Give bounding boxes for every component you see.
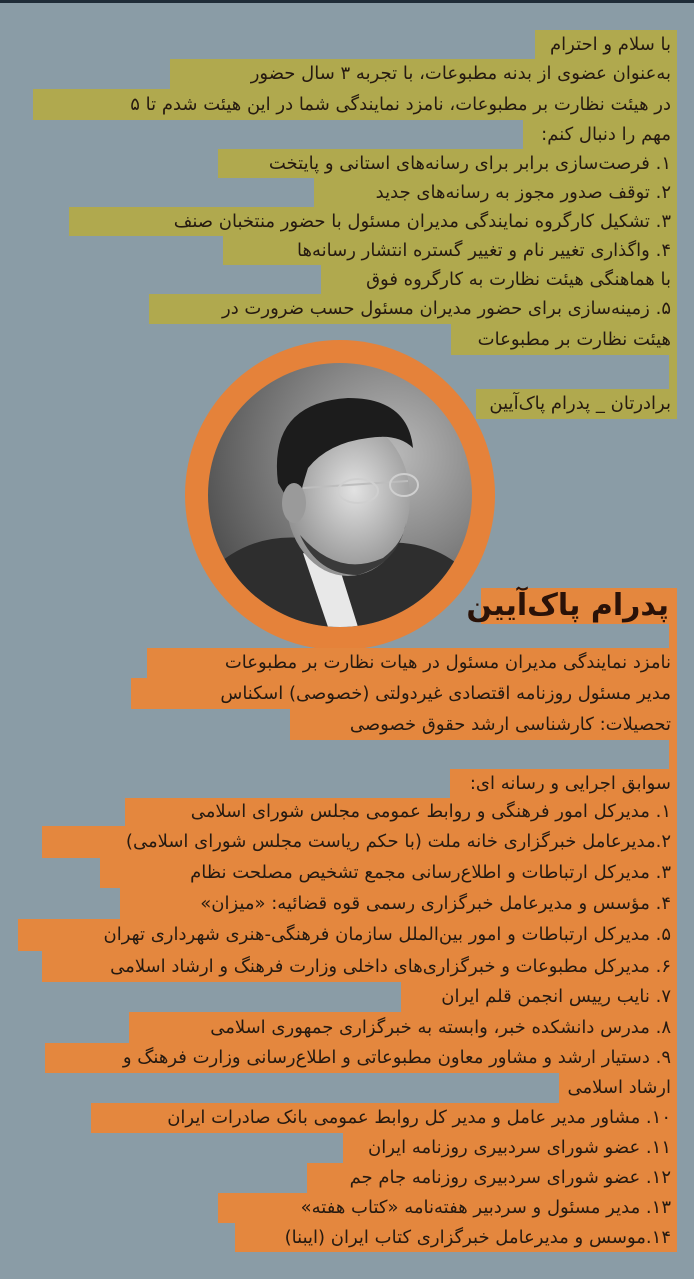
letter-goal-item: ۵. زمینه‌سازی برای حضور مدیران مسئول حسب ضرورت در bbox=[149, 294, 677, 324]
letter-goal-item: ۴. واگذاری تغییر نام و تغییر گستره انتشار رسانه‌ها bbox=[223, 236, 677, 265]
portrait-image bbox=[208, 363, 472, 627]
experience-item: ۲.مدیرعامل خبرگزاری خانه ملت (با حکم ریاست مجلس شورای اسلامی) bbox=[42, 826, 677, 858]
letter-goal-item: ۳. تشکیل کارگروه نمایندگی مدیران مسئول با حضور منتخبان صنف bbox=[69, 207, 677, 236]
letter-signature: برادرتان _ پدرام پاک‌آیین bbox=[476, 389, 677, 419]
experience-item: ۱. مدیرکل امور فرهنگی و روابط عمومی مجلس شورای اسلامی bbox=[125, 798, 677, 826]
experience-item: ۱۲. عضو شورای سردبیری روزنامه جام جم bbox=[307, 1163, 677, 1193]
letter-line: مهم را دنبال کنم: bbox=[523, 120, 677, 149]
letter-goal-item-cont: هیئت نظارت بر مطبوعات bbox=[451, 324, 677, 355]
experience-item: ۹. دستیار ارشد و مشاور معاون مطبوعاتی و اطلاع‌رسانی وزارت فرهنگ و bbox=[45, 1043, 677, 1073]
experience-item: ۸. مدرس دانشکده خبر، وابسته به خبرگزاری جمهوری اسلامی bbox=[129, 1012, 677, 1043]
experience-item: ۵. مدیرکل ارتباطات و امور بین‌الملل سازمان فرهنگی-هنری شهرداری تهران bbox=[18, 919, 677, 951]
portrait-photo bbox=[185, 340, 495, 650]
experience-item: ۱۰. مشاور مدیر عامل و مدیر کل روابط عمومی بانک صادرات ایران bbox=[91, 1103, 677, 1133]
experience-item: ۶. مدیرکل مطبوعات و خبرگزاری‌های داخلی وزارت فرهنگ و ارشاد اسلامی bbox=[42, 951, 677, 982]
experience-item: ۱۳. مدیر مسئول و سردبیر هفته‌نامه «کتاب هفته» bbox=[218, 1193, 677, 1223]
top-edge-bar bbox=[0, 0, 694, 3]
profile-summary-line: نامزد نمایندگی مدیران مسئول در هیات نظارت بر مطبوعات bbox=[147, 648, 677, 678]
profile-education: تحصیلات: کارشناسی ارشد حقوق خصوصی bbox=[290, 709, 677, 740]
experience-item: ۱۱. عضو شورای سردبیری روزنامه ایران bbox=[343, 1133, 677, 1163]
profile-name: پدرام پاک‌آیین bbox=[481, 588, 677, 624]
letter-goal-item: ۲. توقف صدور مجوز به رسانه‌های جدید bbox=[314, 178, 677, 207]
letter-goal-item-cont: با هماهنگی هیئت نظارت به کارگروه فوق bbox=[321, 265, 677, 294]
experience-item: ۷. نایب رییس انجمن قلم ایران bbox=[401, 982, 677, 1012]
letter-goal-item: ۱. فرصت‌سازی برابر برای رسانه‌های استانی و پایتخت bbox=[218, 149, 677, 178]
experience-item: ۴. مؤسس و مدیرعامل خبرگزاری رسمی قوه قضائیه: «میزان» bbox=[120, 888, 677, 919]
profile-summary-line: مدیر مسئول روزنامه اقتصادی غیردولتی (خصوصی) اسکناس bbox=[131, 678, 677, 709]
letter-greeting: با سلام و احترام bbox=[535, 30, 677, 59]
experience-item: ۱۴.موسس و مدیرعامل خبرگزاری کتاب ایران (ایبنا) bbox=[235, 1223, 677, 1252]
experience-item: ۳. مدیرکل ارتباطات و اطلاع‌رسانی مجمع تشخیص مصلحت نظام bbox=[100, 858, 677, 888]
experience-item-cont: ارشاد اسلامی bbox=[559, 1073, 677, 1103]
letter-line: در هیئت نظارت بر مطبوعات، نامزد نمایندگی شما در این هیئت شدم تا ۵ bbox=[33, 89, 677, 120]
letter-line: به‌عنوان عضوی از بدنه مطبوعات، با تجربه ۳ سال حضور bbox=[170, 59, 677, 89]
experience-heading: سوابق اجرایی و رسانه ای: bbox=[450, 769, 677, 798]
